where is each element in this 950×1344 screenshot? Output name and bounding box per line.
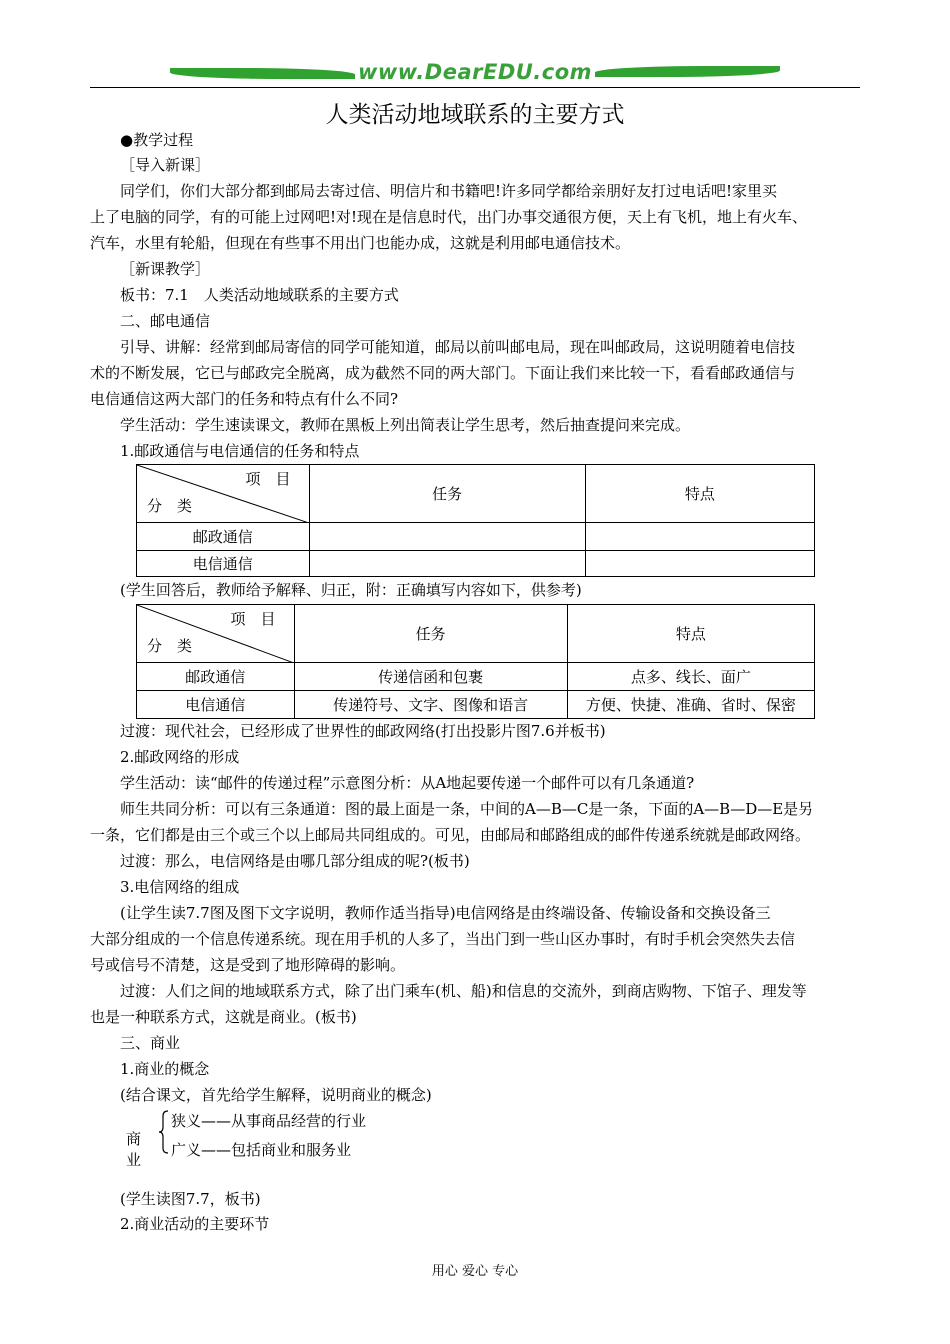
column-header-feature: 特点 — [585, 465, 814, 523]
table-cell-empty — [585, 551, 814, 577]
row-label-telecom: 电信通信 — [137, 551, 310, 577]
paragraph-line: 过渡：人们之间的地域联系方式，除了出门乘车(机、船)和信息的交流外，到商店购物、下馆子、理发等 — [120, 982, 807, 1000]
paragraph-line: (结合课文，首先给学生解释，说明商业的概念) — [120, 1086, 432, 1104]
table-cell-feature: 点多、线长、面广 — [567, 663, 814, 691]
row-label-telecom: 电信通信 — [137, 691, 295, 719]
paragraph-line: 也是一种联系方式，这就是商业。(板书) — [90, 1008, 357, 1026]
header-item-label: 项 目 — [230, 610, 276, 628]
table-diagonal-header — [137, 605, 295, 663]
table-diagonal-header — [137, 465, 310, 523]
paragraph-line: 2.商业活动的主要环节 — [120, 1215, 270, 1233]
paragraph-line: 学生活动：读“邮件的传递过程”示意图分析：从A地起要传递一个邮件可以有几条通道? — [120, 774, 695, 792]
table-cell-feature: 方便、快捷、准确、省时、保密 — [567, 691, 814, 719]
paragraph-line: 术的不断发展，它已与邮政完全脱离，成为截然不同的两大部门。下面让我们来比较一下，看看邮政通信与 — [90, 364, 796, 382]
filled-comparison-table — [136, 604, 815, 719]
table-cell-empty — [309, 523, 585, 551]
row-label-postal: 邮政通信 — [137, 523, 310, 551]
paragraph-line: 板书：7.1 人类活动地域联系的主要方式 — [120, 286, 399, 304]
paragraph-line: 电信通信这两大部门的任务和特点有什么不同? — [90, 390, 399, 408]
left-leaf-graphic — [170, 68, 355, 79]
header-item-label: 项 目 — [245, 470, 291, 488]
paragraph-line: ［新课教学］ — [120, 260, 211, 278]
table-cell-task: 传递符号、文字、图像和语言 — [294, 691, 567, 719]
header-rule — [90, 87, 860, 88]
paragraph-line: 1.商业的概念 — [120, 1060, 210, 1078]
paragraph-line: ［导入新课］ — [120, 156, 211, 174]
paragraph-line: (学生回答后，教师给予解释、归正，附：正确填写内容如下，供参考) — [120, 581, 582, 599]
paragraph-line: ●教学过程 — [120, 131, 194, 149]
paragraph-line: 师生共同分析：可以有三条通道：图的最上面是一条，中间的A—B—C是一条，下面的A—B—D—E是另 — [120, 800, 814, 818]
paragraph-line: 过渡：现代社会，已经形成了世界性的邮政网络(打出投影片图7.6并板书) — [120, 722, 606, 740]
site-logo: www.DearEDU.com — [357, 60, 593, 84]
paragraph-line: 2.邮政网络的形成 — [120, 748, 240, 766]
paragraph-line: 引导、讲解：经常到邮局寄信的同学可能知道，邮局以前叫邮电局，现在叫邮政局，这说明随着电信技 — [120, 338, 796, 356]
table-cell-task: 传递信函和包裹 — [294, 663, 567, 691]
commerce-broad-definition: 广义——包括商业和服务业 — [171, 1141, 352, 1159]
paragraph-line: 大部分组成的一个信息传递系统。现在用手机的人多了，当出门到一些山区办事时，有时手机会突然失去信 — [90, 930, 796, 948]
column-header-task: 任务 — [294, 605, 567, 663]
paragraph-line: 二、邮电通信 — [120, 312, 211, 330]
paragraph-line: 学生活动：学生速读课文，教师在黑板上列出简表让学生思考，然后抽查提问来完成。 — [120, 416, 691, 434]
paragraph-line: 上了电脑的同学，有的可能上过网吧!对!现在是信息时代，出门办事交通很方便，天上有飞机，地上有火车、 — [90, 208, 808, 226]
paragraph-line: (学生读图7.7，板书) — [120, 1190, 261, 1208]
paragraph-line: 3.电信网络的组成 — [120, 878, 240, 896]
paragraph-line: 号或信号不清楚，这是受到了地形障碍的影响。 — [90, 956, 406, 974]
header-category-label: 分 类 — [147, 497, 193, 515]
page-footer: 用心 爱心 专心 — [431, 1264, 519, 1279]
row-label-postal: 邮政通信 — [137, 663, 295, 691]
right-leaf-graphic — [595, 66, 780, 77]
blank-comparison-table — [136, 464, 815, 577]
column-header-feature: 特点 — [567, 605, 814, 663]
column-header-task: 任务 — [309, 465, 585, 523]
page-title: 人类活动地域联系的主要方式 — [325, 102, 625, 128]
commerce-narrow-definition: 狭义——从事商品经营的行业 — [171, 1112, 367, 1130]
header-category-label: 分 类 — [147, 637, 193, 655]
paragraph-line: 汽车，水里有轮船，但现在有些事不用出门也能办成，这就是利用邮电通信技术。 — [90, 234, 631, 252]
curly-brace-icon — [159, 1110, 169, 1154]
table-cell-empty — [309, 551, 585, 577]
site-banner — [170, 60, 780, 88]
paragraph-line: 同学们，你们大部分都到邮局去寄过信、明信片和书籍吧!许多同学都给亲朋好友打过电话吧!家里买 — [120, 182, 778, 200]
table-cell-empty — [585, 523, 814, 551]
paragraph-line: (让学生读7.7图及图下文字说明，教师作适当指导)电信网络是由终端设备、传输设备和交换设备三 — [120, 904, 771, 922]
paragraph-line: 三、商业 — [120, 1034, 181, 1052]
paragraph-line: 过渡：那么，电信网络是由哪几部分组成的呢?(板书) — [120, 852, 470, 870]
commerce-label: 商业 — [126, 1130, 142, 1169]
paragraph-line: 一条，它们都是由三个或三个以上邮局共同组成的。可见，由邮局和邮路组成的邮件传递系统就是邮政网络。 — [90, 826, 811, 844]
paragraph-line: 1.邮政通信与电信通信的任务和特点 — [120, 442, 360, 460]
